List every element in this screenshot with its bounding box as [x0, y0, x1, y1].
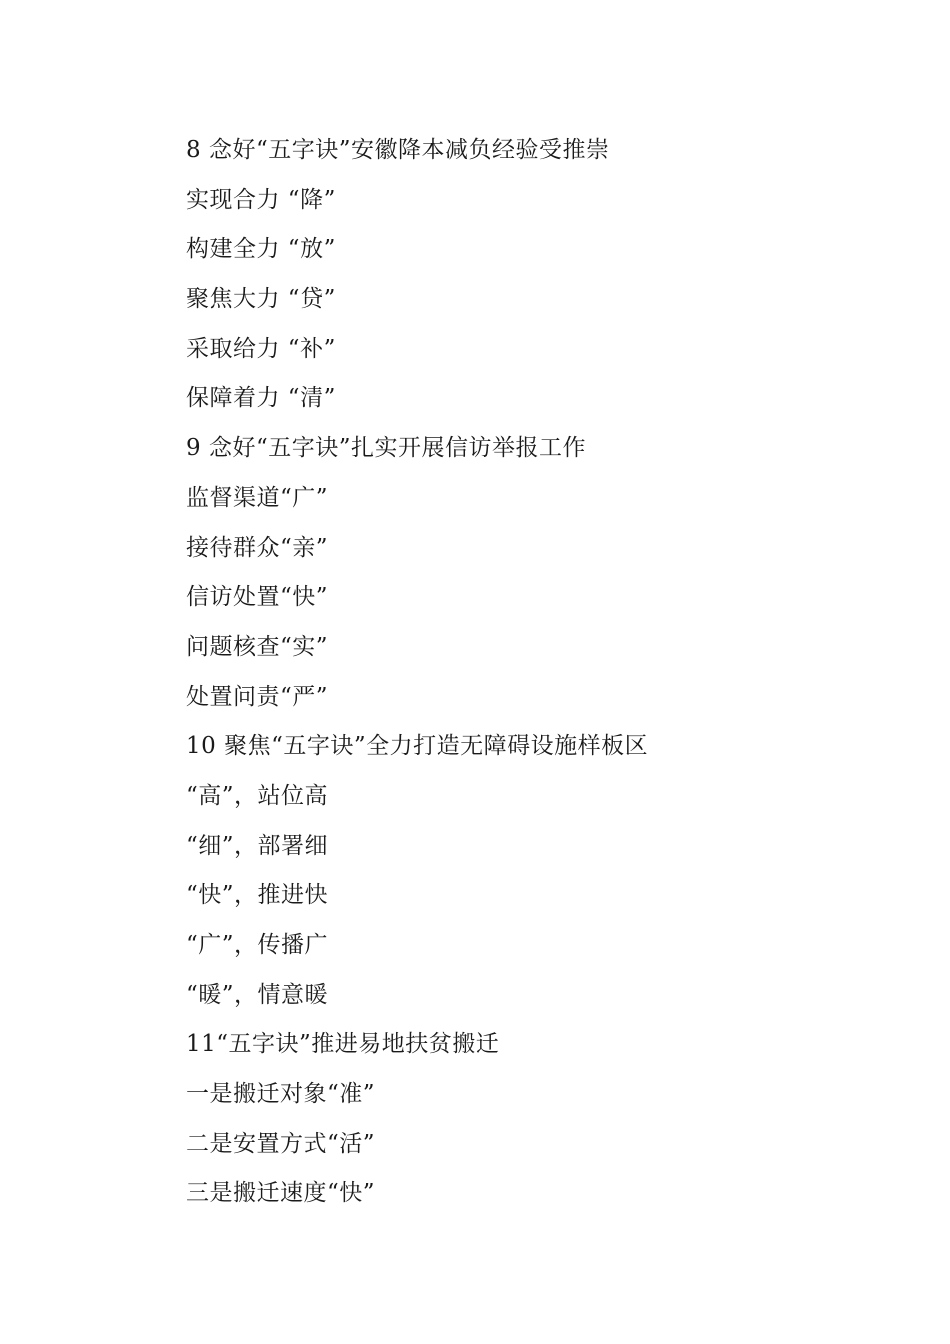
text-line: “快”，推进快	[186, 882, 329, 909]
text-line: 二是安置方式“活”	[186, 1130, 376, 1157]
text-line: “广”，传播广	[186, 932, 329, 958]
text-line: 问题核查“实”	[186, 633, 329, 660]
section-heading-9: 9 念好“五字诀”扎实开展信访举报工作	[186, 435, 586, 462]
section-heading-11: 11“五字诀”推进易地扶贫搬迁	[186, 1031, 500, 1058]
text-line: 接待群众“亲”	[186, 534, 329, 561]
text-line: 聚焦大力 “贷”	[186, 286, 336, 313]
text-line: “细”，部署细	[186, 832, 329, 859]
text-line: 一是搬迁对象“准”	[186, 1081, 376, 1108]
text-line: 构建全力 “放”	[186, 236, 336, 263]
text-line: 实现合力 “降”	[186, 186, 336, 213]
text-line: 采取给力 “补”	[186, 335, 336, 362]
section-heading-8: 8 念好“五字诀”安徽降本减负经验受推崇	[186, 137, 610, 163]
text-line: “高”，站位高	[186, 782, 329, 809]
text-line: 处置问责“严”	[186, 683, 329, 710]
text-line: 三是搬迁速度“快”	[186, 1180, 376, 1207]
text-line: 保障着力 “清”	[186, 385, 336, 412]
text-line: 信访处置“快”	[186, 584, 329, 611]
text-line: 监督渠道“广”	[186, 484, 329, 511]
section-heading-10: 10 聚焦“五字诀”全力打造无障碍设施样板区	[186, 733, 649, 760]
document-body	[186, 130, 886, 1223]
text-line: “暖”，情意暖	[186, 981, 329, 1008]
